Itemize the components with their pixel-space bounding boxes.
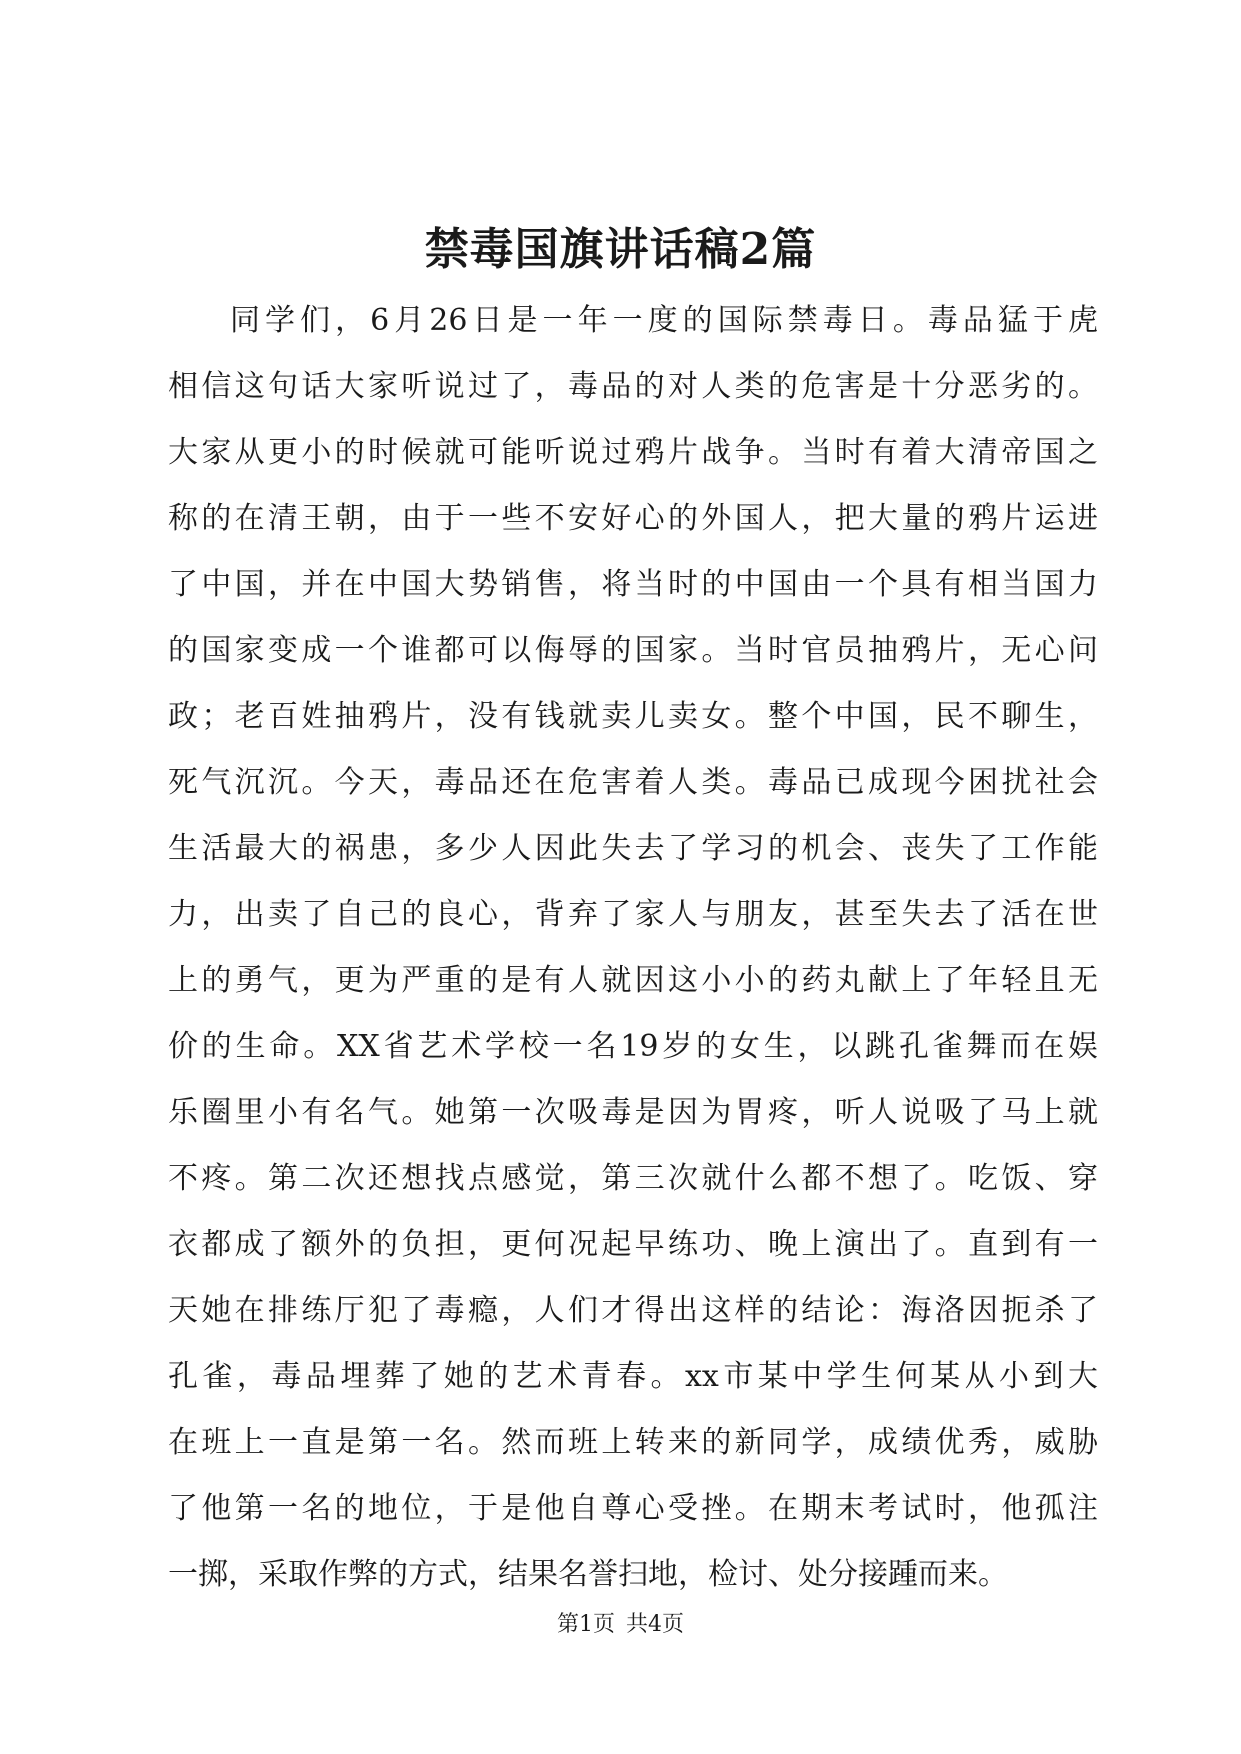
body-line: 称的在清王朝，由于一些不安好心的外国人，把大量的鸦片运进 — [168, 501, 1098, 536]
body-line: 政；老百姓抽鸦片，没有钱就卖儿卖女。整个中国，民不聊生， — [168, 699, 1098, 734]
page-number: 第1页 — [557, 1612, 615, 1637]
body-line: 了中国，并在中国大势销售，将当时的中国由一个具有相当国力 — [168, 567, 1098, 602]
body-line: 的国家变成一个谁都可以侮辱的国家。当时官员抽鸦片，无心问 — [168, 633, 1098, 668]
body-line: 生活最大的祸患，多少人因此失去了学习的机会、丧失了工作能 — [168, 831, 1098, 866]
body-line: 死气沉沉。今天，毒品还在危害着人类。毒品已成现今困扰社会 — [168, 765, 1098, 800]
document-title: 禁毒国旗讲话稿2篇 — [424, 224, 817, 275]
body-line: 相信这句话大家听说过了，毒品的对人类的危害是十分恶劣的。 — [168, 369, 1098, 404]
body-line: 衣都成了额外的负担，更何况起早练功、晚上演出了。直到有一 — [168, 1227, 1098, 1262]
page-footer — [0, 1610, 1241, 1640]
body-line: 力，出卖了自己的良心，背弃了家人与朋友，甚至失去了活在世 — [168, 897, 1098, 932]
body-line: 了他第一名的地位，于是他自尊心受挫。在期末考试时，他孤注 — [168, 1491, 1098, 1526]
body-line: 一掷，采取作弊的方式，结果名誉扫地，检讨、处分接踵而来。 — [168, 1557, 1008, 1592]
body-line: 乐圈里小有名气。她第一次吸毒是因为胃疼，听人说吸了马上就 — [168, 1095, 1098, 1130]
body-line: 不疼。第二次还想找点感觉，第三次就什么都不想了。吃饭、穿 — [168, 1161, 1098, 1196]
page-total: 共4页 — [626, 1612, 684, 1637]
body-line: 孔雀，毒品埋葬了她的艺术青春。xx市某中学生何某从小到大 — [168, 1359, 1098, 1394]
body-line: 在班上一直是第一名。然而班上转来的新同学，成绩优秀，威胁 — [168, 1425, 1098, 1460]
body-line: 上的勇气，更为严重的是有人就因这小小的药丸献上了年轻且无 — [168, 963, 1098, 998]
document-body — [168, 288, 1098, 1608]
body-line: 天她在排练厅犯了毒瘾，人们才得出这样的结论：海洛因扼杀了 — [168, 1293, 1098, 1328]
body-line: 同学们，6月26日是一年一度的国际禁毒日。毒品猛于虎 — [230, 303, 1098, 338]
body-line: 大家从更小的时候就可能听说过鸦片战争。当时有着大清帝国之 — [168, 435, 1098, 470]
body-line: 价的生命。XX省艺术学校一名19岁的女生，以跳孔雀舞而在娱 — [168, 1029, 1098, 1064]
